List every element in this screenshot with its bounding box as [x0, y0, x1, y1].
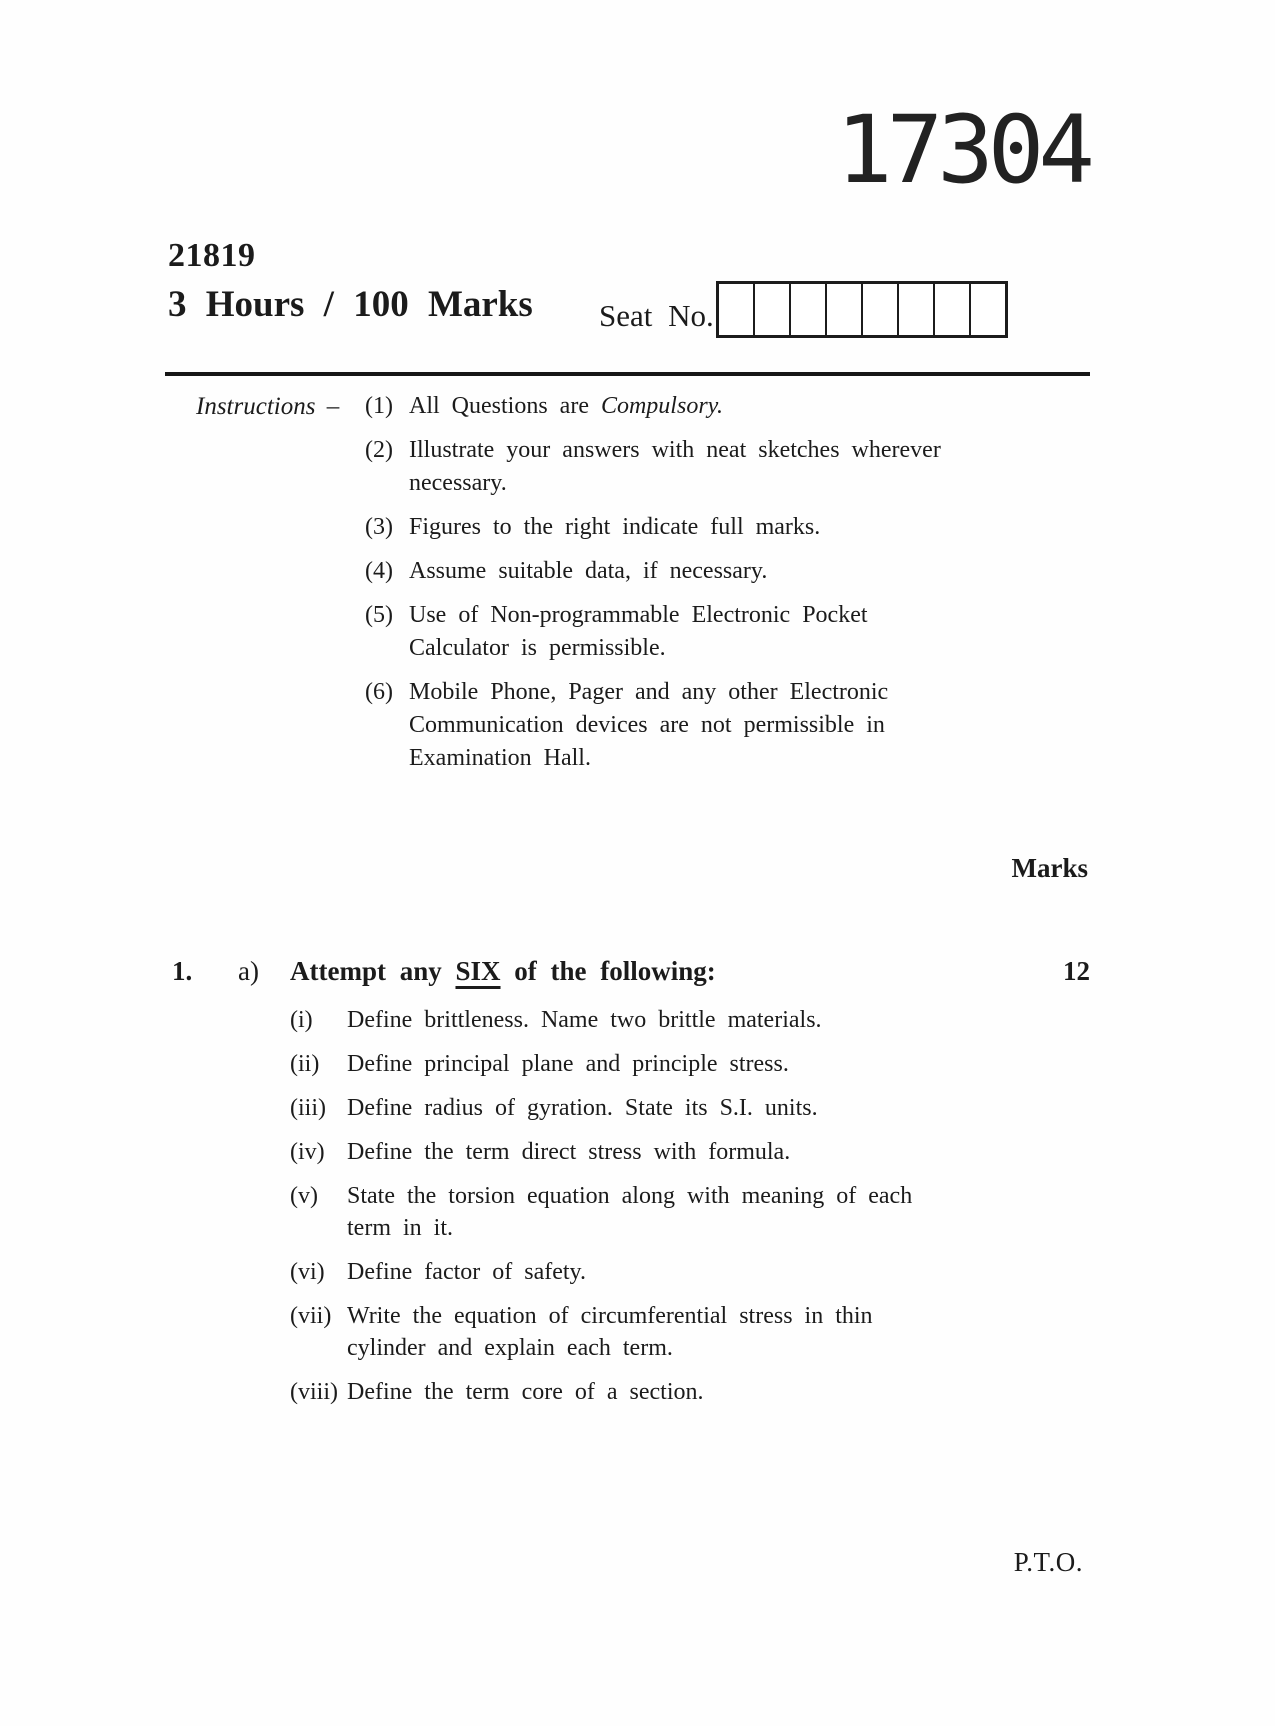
- instruction-line: Examination Hall.: [409, 745, 591, 771]
- instruction-item: [365, 676, 1076, 775]
- sub-question-line: Define the term core of a section.: [347, 1379, 704, 1405]
- sub-question: [290, 1376, 1090, 1408]
- sub-question-number: (iv): [290, 1139, 325, 1165]
- question-1-heading: [172, 953, 1090, 989]
- instruction-text: [409, 434, 941, 500]
- instruction-item: [365, 511, 1076, 544]
- seat-cell: [969, 284, 1005, 335]
- exam-code: 17304: [836, 96, 1089, 205]
- seat-cell: [861, 284, 897, 335]
- instruction-text: [409, 599, 868, 665]
- instruction-line: Calculator is permissible.: [409, 635, 666, 661]
- header-divider: [165, 372, 1090, 376]
- instruction-line: Communication devices are not permissible in: [409, 712, 885, 738]
- instruction-number: (4): [365, 558, 393, 584]
- sub-question-text: [347, 1092, 818, 1124]
- sub-question-text: [347, 1180, 912, 1244]
- sub-question-text: [347, 1376, 704, 1408]
- seat-cell: [719, 284, 753, 335]
- instruction-text: [409, 676, 888, 775]
- sub-question-text: [347, 1136, 790, 1168]
- sub-question-number: (ii): [290, 1051, 320, 1077]
- sub-question-line: State the torsion equation along with meaning of each: [347, 1183, 913, 1209]
- sub-question-text: [347, 1048, 789, 1080]
- instructions-list: [365, 390, 1076, 786]
- instruction-text-italic: Compulsory.: [600, 393, 723, 419]
- sub-question: [290, 1180, 1090, 1244]
- instruction-text-plain: All Questions are: [409, 393, 601, 419]
- instruction-item: [365, 599, 1076, 665]
- sub-question-line: Define principal plane and principle stress.: [347, 1051, 789, 1077]
- instruction-number: (6): [365, 679, 393, 705]
- seat-no-label: Seat No.: [599, 297, 714, 333]
- instruction-line: Mobile Phone, Pager and any other Electronic: [409, 679, 889, 705]
- sub-question-number: (viii): [290, 1379, 338, 1405]
- instruction-line: Figures to the right indicate full marks.: [409, 514, 821, 540]
- sub-question-line: Define the term direct stress with formula.: [347, 1139, 791, 1165]
- question-title-post: of the following:: [500, 956, 716, 986]
- seat-cell: [933, 284, 969, 335]
- instruction-item: [365, 555, 1076, 588]
- paper-code: 21819: [168, 237, 256, 274]
- instructions-label: Instructions –: [196, 393, 340, 420]
- question-part-label: a): [238, 956, 259, 986]
- question-1: [172, 953, 1090, 1420]
- sub-question-line: term in it.: [347, 1215, 453, 1241]
- sub-question: [290, 1256, 1090, 1288]
- question-marks-value: 12: [1063, 956, 1090, 986]
- instruction-number: (2): [365, 437, 393, 463]
- sub-question-line: Define radius of gyration. State its S.I. units.: [347, 1095, 818, 1121]
- instruction-item: [365, 390, 1076, 423]
- instruction-number: (3): [365, 514, 393, 540]
- sub-question-number: (vii): [290, 1303, 332, 1329]
- instruction-line: Assume suitable data, if necessary.: [409, 558, 768, 584]
- instruction-text: [409, 390, 723, 423]
- instruction-number: (1): [365, 393, 393, 419]
- sub-question: [290, 1092, 1090, 1124]
- sub-question: [290, 1300, 1090, 1364]
- page-turn-over-label: P.T.O.: [1013, 1547, 1083, 1577]
- sub-question: [290, 1048, 1090, 1080]
- duration-and-total-marks: 3 Hours / 100 Marks: [168, 284, 533, 325]
- instruction-text: [409, 511, 820, 544]
- question-title: [290, 953, 1063, 989]
- sub-question-text: [347, 1004, 822, 1036]
- sub-question-number: (v): [290, 1183, 318, 1209]
- sub-question-line: Define brittleness. Name two brittle materials.: [347, 1007, 822, 1033]
- instruction-item: [365, 434, 1076, 500]
- sub-question-number: (iii): [290, 1095, 326, 1121]
- sub-question-text: [347, 1256, 586, 1288]
- marks-column-header: Marks: [1011, 853, 1088, 883]
- instruction-line: necessary.: [409, 470, 507, 496]
- sub-question-number: (vi): [290, 1259, 325, 1285]
- sub-question: [290, 1136, 1090, 1168]
- instruction-text: [409, 555, 767, 588]
- sub-question: [290, 1004, 1090, 1036]
- sub-question-line: Write the equation of circumferential stress in thin: [347, 1303, 873, 1329]
- sub-question-text: [347, 1300, 873, 1364]
- sub-question-line: cylinder and explain each term.: [347, 1335, 673, 1361]
- instruction-number: (5): [365, 602, 393, 628]
- seat-cell: [825, 284, 861, 335]
- sub-question-line: Define factor of safety.: [347, 1259, 586, 1285]
- instruction-line: Use of Non-programmable Electronic Pocket: [409, 602, 868, 628]
- question-title-pre: Attempt any: [290, 956, 456, 986]
- seat-cell: [897, 284, 933, 335]
- seat-cell: [753, 284, 789, 335]
- seat-cell: [789, 284, 825, 335]
- question-number: 1.: [172, 956, 193, 986]
- seat-number-grid: [716, 281, 1008, 338]
- sub-question-number: (i): [290, 1007, 313, 1033]
- seat-number-group: [599, 281, 1008, 338]
- instruction-line: Illustrate your answers with neat sketches wherever: [409, 437, 941, 463]
- instructions-section: [196, 390, 1076, 786]
- question-1-subitems: [290, 1004, 1090, 1408]
- question-title-underlined: SIX: [455, 956, 501, 986]
